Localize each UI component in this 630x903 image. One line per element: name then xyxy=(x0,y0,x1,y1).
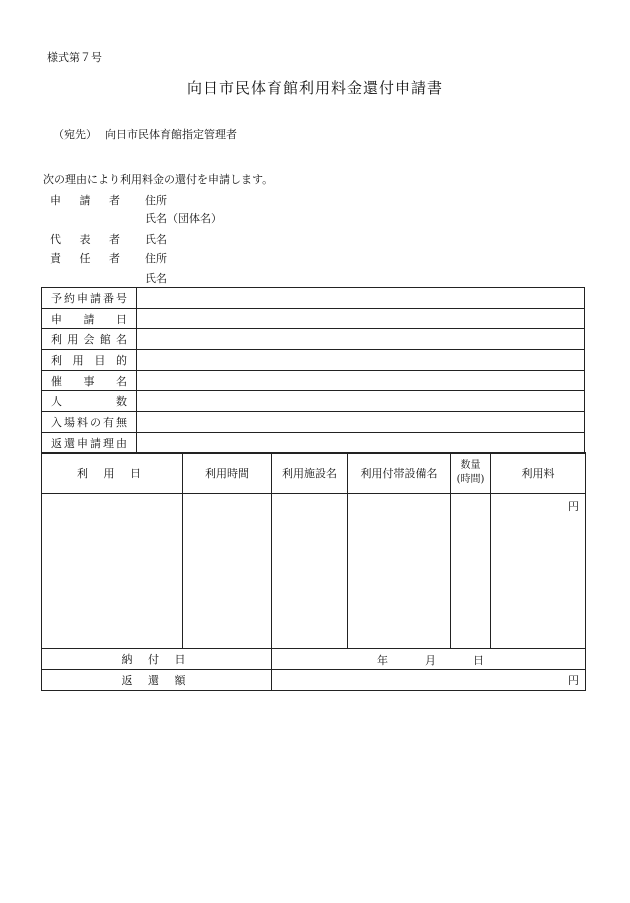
applicant-label: 申請者 xyxy=(50,194,120,207)
info-row-label: 返還申請理由 xyxy=(42,432,137,453)
info-row-label: 利用目的 xyxy=(42,350,137,371)
header-equipment: 利用付帯設備名 xyxy=(348,453,451,494)
info-row xyxy=(42,391,585,412)
form-number: 様式第７号 xyxy=(47,51,102,64)
info-row xyxy=(42,412,585,433)
info-row xyxy=(42,288,585,309)
responsible-name-label: 氏名 xyxy=(145,272,167,285)
facility-cell[interactable] xyxy=(272,494,348,649)
info-row-label: 入場料の有無 xyxy=(42,412,137,433)
month-label: 月 xyxy=(425,654,436,667)
info-row xyxy=(42,370,585,391)
fee-cell[interactable] xyxy=(491,494,586,649)
info-row xyxy=(42,329,585,350)
info-row-label: 人数 xyxy=(42,391,137,412)
usage-table xyxy=(41,452,586,691)
header-date: 利 用 日 xyxy=(42,453,183,494)
info-row-label: 利用会館名 xyxy=(42,329,137,350)
date-cell[interactable] xyxy=(42,494,183,649)
payment-date-field[interactable] xyxy=(272,649,586,670)
info-row-label: 申請日 xyxy=(42,308,137,329)
info-row-label: 催事名 xyxy=(42,370,137,391)
info-row-value[interactable] xyxy=(137,329,585,350)
payment-date-label: 納 付 日 xyxy=(42,649,272,670)
info-row xyxy=(42,308,585,329)
representative-label: 代表者 xyxy=(50,233,120,246)
representative-name-label: 氏名 xyxy=(145,233,167,246)
header-facility: 利用施設名 xyxy=(272,453,348,494)
equipment-cell[interactable] xyxy=(348,494,451,649)
info-row-value[interactable] xyxy=(137,412,585,433)
info-row-label: 予約申請番号 xyxy=(42,288,137,309)
intro-text: 次の理由により利用料金の還付を申請します。 xyxy=(43,173,274,186)
day-label: 日 xyxy=(473,654,484,667)
applicant-address-label: 住所 xyxy=(145,194,167,207)
info-row-value[interactable] xyxy=(137,391,585,412)
refund-amount-label: 返 還 額 xyxy=(42,670,272,691)
info-row xyxy=(42,432,585,453)
info-row-value[interactable] xyxy=(137,288,585,309)
info-row-value[interactable] xyxy=(137,308,585,329)
yen-unit: 円 xyxy=(568,500,579,513)
applicant-name-label: 氏名（団体名） xyxy=(145,212,222,225)
header-fee: 利用料 xyxy=(491,453,586,494)
info-row-value[interactable] xyxy=(137,350,585,371)
refund-amount-field[interactable] xyxy=(272,670,586,691)
addressee-label: （宛先） xyxy=(53,128,97,141)
page-title: 向日市民体育館利用料金還付申請書 xyxy=(186,79,443,97)
info-row xyxy=(42,350,585,371)
info-row-value[interactable] xyxy=(137,432,585,453)
responsible-address-label: 住所 xyxy=(145,252,167,265)
time-cell[interactable] xyxy=(183,494,272,649)
refund-yen-unit: 円 xyxy=(568,674,579,687)
header-time: 利用時間 xyxy=(183,453,272,494)
quantity-cell[interactable] xyxy=(451,494,491,649)
info-table xyxy=(41,287,585,454)
responsible-label: 責任者 xyxy=(50,252,120,265)
header-quantity: 数量 (時間) xyxy=(451,453,491,494)
info-row-value[interactable] xyxy=(137,370,585,391)
addressee-name: 向日市民体育館指定管理者 xyxy=(105,128,237,141)
year-label: 年 xyxy=(377,654,388,667)
